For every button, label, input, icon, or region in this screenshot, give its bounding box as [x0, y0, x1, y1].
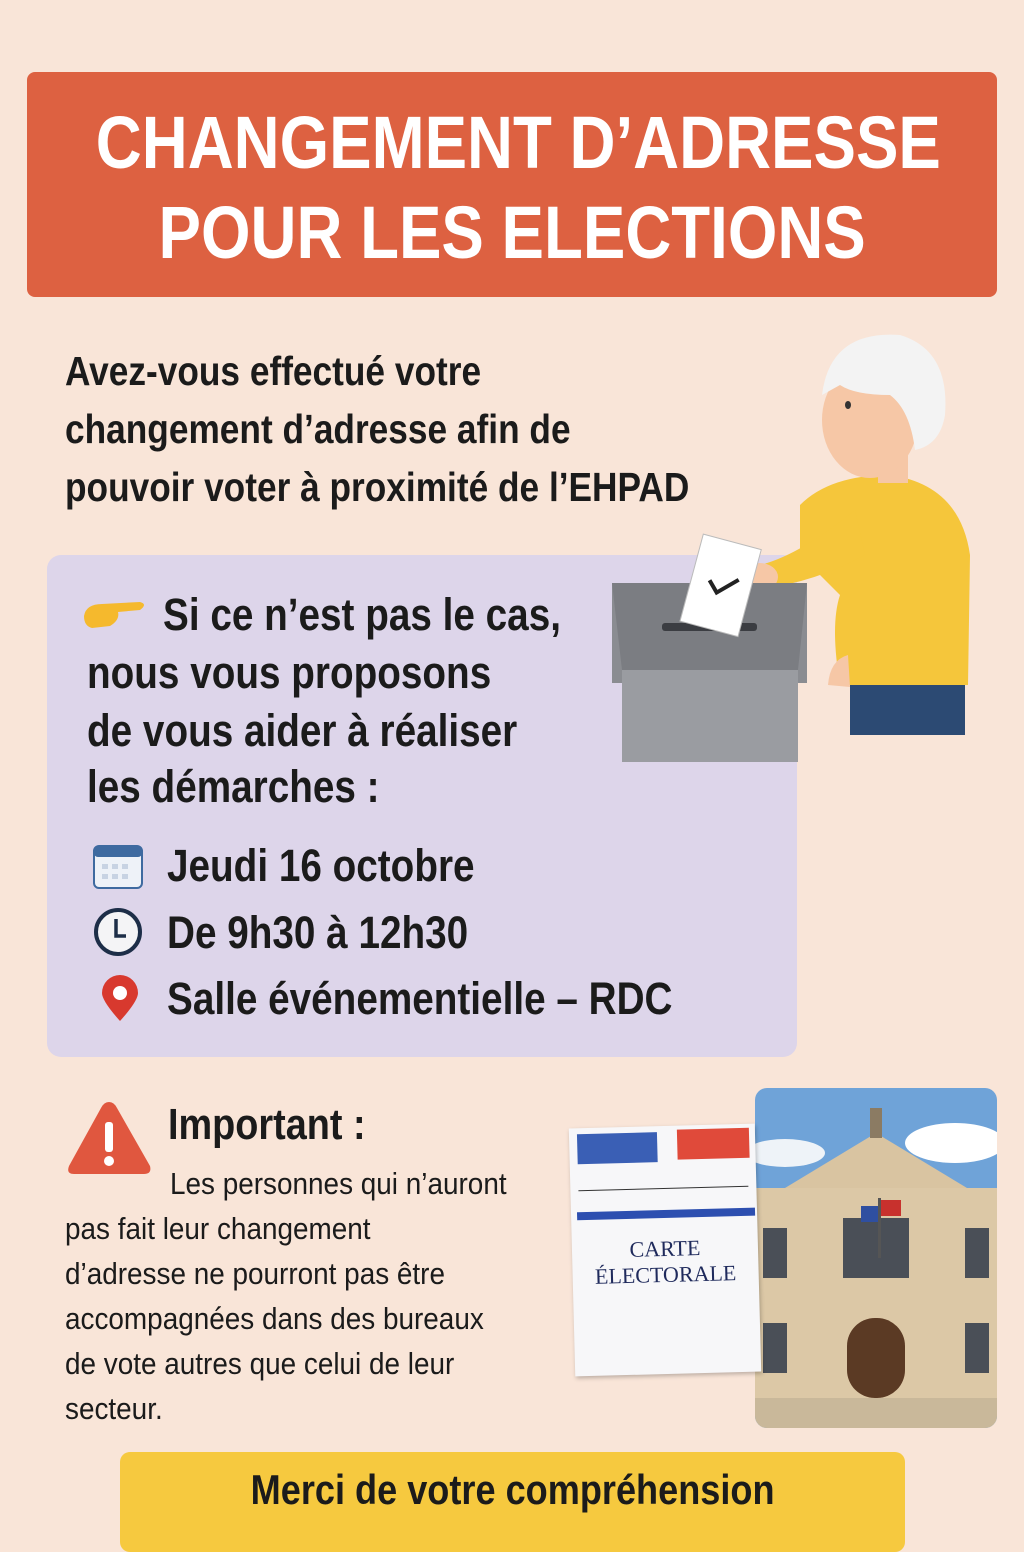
card-title-line-2: ÉLECTORALE	[594, 1260, 737, 1289]
town-hall-photo	[755, 1088, 997, 1428]
title-line-2: POUR LES ELECTIONS	[158, 191, 866, 274]
warning-icon	[64, 1098, 154, 1178]
important-line: d’adresse ne pourront pas être	[65, 1256, 445, 1291]
card-title-line-1: CARTE	[629, 1235, 701, 1262]
title-banner	[27, 72, 997, 297]
title-line-1: CHANGEMENT D’ADRESSE	[95, 101, 941, 184]
important-line: pas fait leur changement	[65, 1211, 371, 1246]
clock-icon	[92, 906, 146, 960]
panel-line: nous vous proposons	[87, 647, 492, 698]
pointing-hand-icon	[80, 594, 150, 634]
calendar-icon	[92, 842, 146, 890]
thank-you-banner	[120, 1452, 905, 1552]
question-line: changement d’adresse afin de	[65, 406, 571, 452]
thank-you-text: Merci de votre compréhension	[250, 1466, 775, 1513]
panel-line: de vous aider à réaliser	[87, 705, 518, 756]
important-title: Important :	[168, 1100, 366, 1149]
event-time: De 9h30 à 12h30	[167, 907, 469, 958]
panel-line: les démarches :	[87, 761, 380, 812]
event-location: Salle événementielle – RDC	[167, 973, 673, 1024]
elderly-voter-illustration	[600, 325, 990, 775]
important-line: Les personnes qui n’auront	[170, 1166, 507, 1201]
important-line: secteur.	[65, 1391, 163, 1426]
question-line: Avez-vous effectué votre	[65, 348, 482, 394]
important-line: accompagnées dans des bureaux	[65, 1301, 484, 1336]
event-date: Jeudi 16 octobre	[167, 840, 475, 891]
electoral-card-image	[569, 1124, 761, 1377]
question-line: pouvoir voter à proximité de l’EHPAD	[65, 464, 690, 510]
panel-line: Si ce n’est pas le cas,	[163, 589, 561, 640]
location-pin-icon	[98, 975, 142, 1025]
important-line: de vote autres que celui de leur	[65, 1346, 455, 1381]
